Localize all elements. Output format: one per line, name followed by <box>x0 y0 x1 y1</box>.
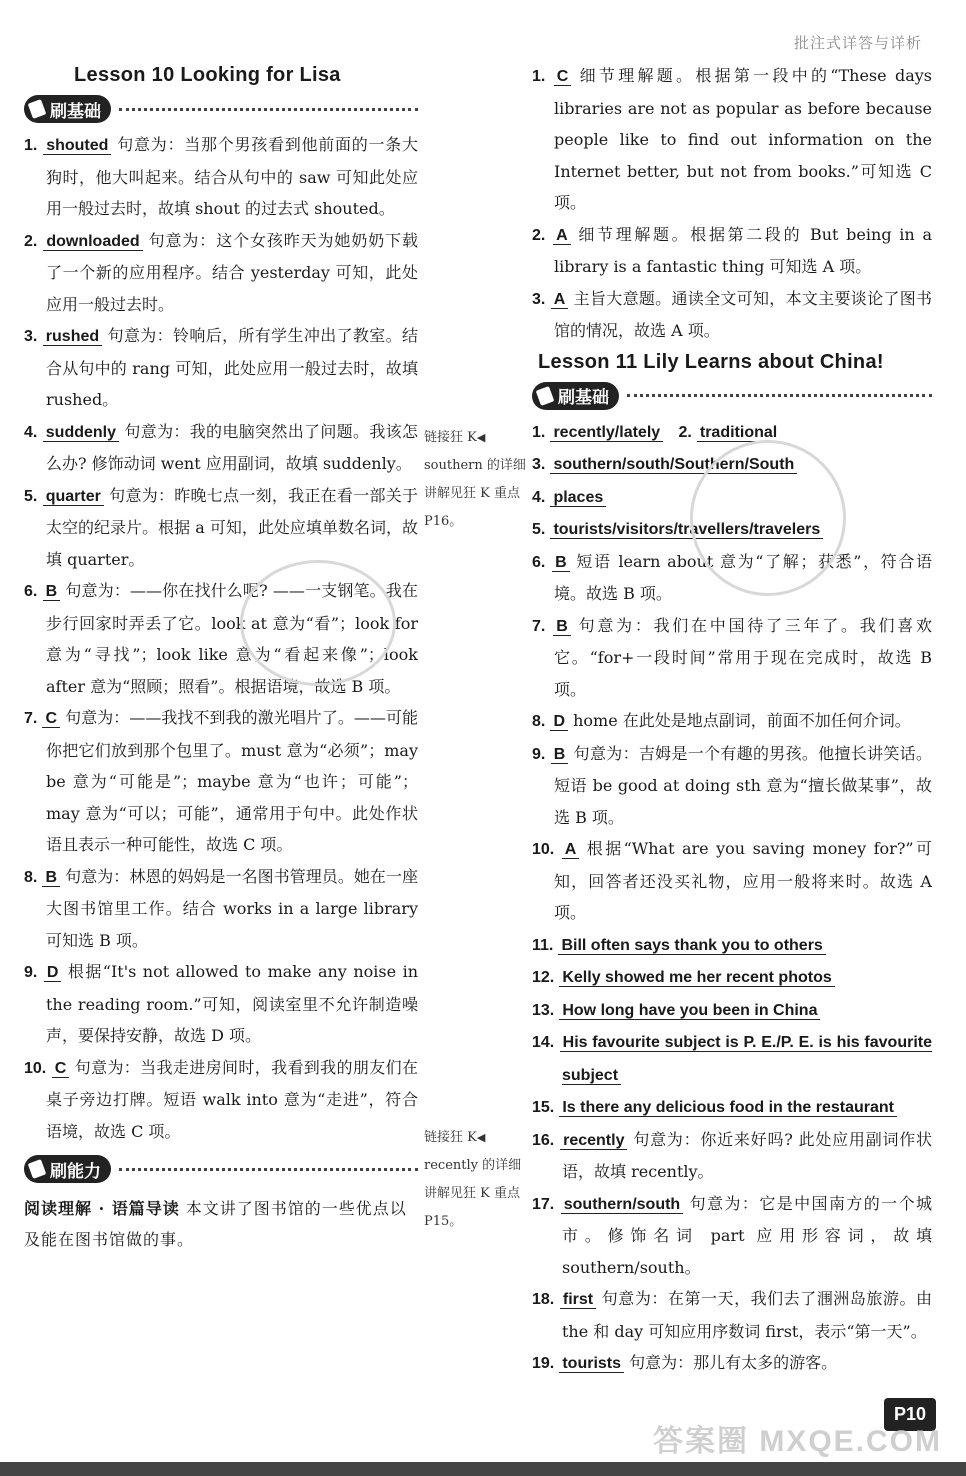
reading-text: 本文讲了图书馆的一些优点以及能在图书馆做的事。 <box>24 1199 407 1249</box>
answer-item <box>532 961 932 994</box>
item-explanation: 句意为：吉姆是一个有趣的男孩。他擅长讲笑话。短语 be good at doing sth 意为“擅长做某事”，故选 B 项。 <box>554 743 932 827</box>
item-number: 3. <box>532 456 546 473</box>
banner-badge: 刷能力 <box>24 1155 111 1183</box>
side-note-recently <box>424 1124 530 1236</box>
answer-item <box>24 702 418 861</box>
item-explanation: 句意为：它是中国南方的一个城市。修饰名词 part 应用形容词，故填 southern/south。 <box>562 1193 932 1277</box>
dotted-divider <box>627 394 932 397</box>
item-explanation: 细节理解题。根据第一段中的“These days libraries are not as popular as before because people like to find out information on the Internet better, but not from books.”可知选 C 项。 <box>554 66 932 212</box>
side-note-body: southern 的详细讲解见狂 K 重点 P16。 <box>424 458 526 529</box>
item-answer: A <box>553 227 571 245</box>
item-explanation: 句意为：在第一天，我们去了涠洲岛旅游。由 the 和 day 可知应用序数词 first，表示“第一天”。 <box>562 1289 933 1341</box>
item-answer: C <box>554 68 572 86</box>
item-answer: A <box>562 841 580 859</box>
section-banner-basics <box>532 380 932 412</box>
item-number: 10. <box>532 841 555 858</box>
item-answer: A <box>551 291 569 309</box>
item-number: 1. <box>24 137 38 154</box>
item-answer: southern/south/Southern/South <box>550 456 797 474</box>
item-number: 1. <box>532 68 546 85</box>
choice-answer-list <box>532 546 932 929</box>
answer-item <box>532 1283 932 1347</box>
answer-item <box>24 956 418 1052</box>
item-explanation: 句意为：这个女孩昨天为她奶奶下载了一个新的应用程序。结合 yesterday 可知，此处应用一般过去时。 <box>46 230 418 314</box>
item-number: 14. <box>532 1034 555 1051</box>
item-number: 2. <box>24 232 38 250</box>
banner-badge: 刷基础 <box>532 382 619 410</box>
reading-label: 阅读理解 · 语篇导读 <box>24 1199 180 1218</box>
watermark-stamp <box>690 440 846 596</box>
answer-item <box>24 225 418 321</box>
lesson-10-title: Lesson 10 Looking for Lisa <box>74 64 341 86</box>
arrow-left-icon: ◀ <box>476 431 486 444</box>
section-banner-basics <box>24 93 418 125</box>
sentence-answer-list <box>532 929 932 1124</box>
item-number: 3. <box>532 290 546 308</box>
side-note-body: recently 的详细讲解见狂 K 重点 P15。 <box>424 1158 522 1229</box>
fill-answer-list <box>532 1124 932 1380</box>
dotted-divider <box>119 1168 418 1171</box>
answer-item <box>24 480 418 576</box>
answer-item <box>532 738 932 834</box>
bottom-bar <box>0 1462 966 1476</box>
item-number: 16. <box>532 1131 555 1149</box>
item-explanation: 句意为：铃响后，所有学生冲出了教室。结合从句中的 rang 可知，此处应用一般过去时，故填 rushed。 <box>46 326 418 409</box>
item-number: 8. <box>24 868 38 886</box>
banner-badge: 刷基础 <box>24 95 111 123</box>
reading-intro <box>24 1193 418 1255</box>
item-answer: first <box>560 1291 596 1309</box>
answer-item <box>532 705 932 738</box>
item-answer: shouted <box>43 137 111 155</box>
item-answer: B <box>551 746 569 764</box>
item-explanation: 句意为：——你在找什么呢? ——一支钢笔。我在步行回家时弄丢了它。look at 意为“看”；look for 意为“寻找”；look like 意为“看起来像”；look after 意为“照顾；照看”。根据语境，故选 B 项。 <box>46 581 418 696</box>
item-explanation: 短语 learn about 意为“了解；获悉”，符合语境。故选 B 项。 <box>554 551 932 603</box>
item-explanation: 句意为：我的电脑突然出了问题。我该怎么办? 修饰动词 went 应用副词，故填 suddenly。 <box>46 421 418 473</box>
item-answer: places <box>550 489 606 507</box>
item-answer: D <box>44 964 62 982</box>
answer-item <box>24 129 418 225</box>
item-number: 13. <box>532 1001 555 1019</box>
item-explanation: 句意为：昨晚七点一刻，我正在看一部关于太空的纪录片。根据 a 可知，此处应填单数名词，故填 quarter。 <box>46 485 418 569</box>
item-explanation: 句意为：林恩的妈妈是一名图书管理员。她在一座大图书馆里工作。结合 works in a large library 可知选 B 项。 <box>46 866 419 950</box>
item-answer: Is there any delicious food in the restaurant <box>559 1099 897 1117</box>
item-number: 19. <box>532 1355 555 1372</box>
answer-item <box>532 833 932 929</box>
answer-item <box>24 1052 418 1148</box>
item-answer: quarter <box>43 488 104 506</box>
item-number: 12. <box>532 969 555 986</box>
item-number: 18. <box>532 1291 555 1308</box>
item-answer: tourists <box>559 1355 624 1373</box>
item-number: 15. <box>532 1099 555 1116</box>
item-answer: B <box>553 618 571 636</box>
item-explanation: 根据“What are you saving money for?”可知，回答者还没买礼物，应用一般将来时。故选 A 项。 <box>554 839 932 922</box>
item-answer: C <box>42 710 60 728</box>
item-number: 3. <box>24 328 38 345</box>
watermark-text: 答案圈 MXQE.COM <box>652 1425 942 1458</box>
answer-item <box>532 929 932 962</box>
page-header-label: 批注式详答与详析 <box>793 34 922 52</box>
item-number: 9. <box>532 745 546 763</box>
answer-item <box>532 1124 932 1188</box>
item-explanation: 主旨大意题。通读全文可知，本文主要谈论了图书馆的情况，故选 A 项。 <box>554 288 932 340</box>
book-icon <box>28 1159 47 1179</box>
answer-item <box>532 1026 932 1091</box>
side-note-title: 链接狂 K <box>424 430 477 445</box>
lesson-11-title: Lesson 11 Lily Learns about China! <box>538 350 884 373</box>
item-number: 4. <box>24 423 38 441</box>
watermark-stamp <box>240 560 396 686</box>
item-explanation: 句意为：当我走进房间时，我看到我的朋友们在桌子旁边打牌。短语 walk into 意为“走进”，符合语境，故选 C 项。 <box>46 1057 418 1141</box>
item-number: 2. <box>532 226 546 244</box>
section-banner-ability <box>24 1153 418 1185</box>
answer-item <box>532 1091 932 1124</box>
item-answer: His favourite subject is P. E./P. E. is his favourite subject <box>560 1034 932 1085</box>
item-answer: suddenly <box>43 424 119 442</box>
answer-item <box>24 861 418 957</box>
item-answer: Kelly showed me her recent photos <box>559 969 834 987</box>
item-answer: Bill often says thank you to others <box>558 937 825 955</box>
item-number: 9. <box>24 964 38 981</box>
item-explanation: 根据“It's not allowed to make any noise in the reading room.”可知，阅读室里不允许制造噪声，要保持安静，故选 D 项。 <box>46 962 418 1045</box>
item-number: 4. <box>532 488 546 506</box>
answer-item: 1. recently/lately 2. traditional <box>532 416 932 449</box>
item-number: 5. <box>532 521 546 538</box>
side-note-title: 链接狂 K <box>424 1130 477 1145</box>
item-answer: B <box>552 554 570 572</box>
item-answer: C <box>52 1060 70 1078</box>
item-answer: recently <box>560 1132 627 1150</box>
right-column <box>532 60 932 1380</box>
item-answer: rushed <box>43 328 102 346</box>
answer-item <box>532 610 932 706</box>
arrow-left-icon: ◀ <box>476 1131 486 1144</box>
answer-item <box>24 320 418 416</box>
item-answer: tourists/visitors/travellers/travelers <box>550 521 823 539</box>
answer-item <box>532 1347 932 1380</box>
book-icon <box>28 99 47 119</box>
dotted-divider <box>119 108 418 111</box>
item-number: 8. <box>532 713 546 730</box>
answer-item <box>532 219 932 283</box>
item-answer: downloaded <box>43 233 142 251</box>
book-icon <box>536 386 555 406</box>
item-number: 6. <box>532 553 546 571</box>
item-explanation: 细节理解题。根据第二段的 But being in a library is a fantastic thing 可知选 A 项。 <box>554 224 932 276</box>
item-explanation: 句意为：我们在中国待了三年了。我们喜欢它。“for+一段时间”常用于现在完成时，故选 B 项。 <box>554 615 932 699</box>
item-answer: B <box>42 869 60 887</box>
item-number: 5. <box>24 487 38 505</box>
answer-item <box>532 60 932 219</box>
item-number: 17. <box>532 1195 555 1213</box>
item-explanation: 句意为：那儿有太多的游客。 <box>624 1353 838 1372</box>
item-answer: How long have you been in China <box>559 1002 820 1020</box>
item-explanation: 句意为：——我找不到我的激光唱片了。——可能你把它们放到那个包里了。must 意为“必须”；may be 意为“可能是”；maybe 意为“也许；可能”；may 意为“可以；可能”，通常用于句中。此处作状语且表示一种可能性，故选 C 项。 <box>46 708 418 854</box>
item-number: 7. <box>532 617 546 635</box>
item-number: 7. <box>24 710 38 727</box>
page-number: P10 <box>884 1398 936 1431</box>
item-answer: B <box>43 583 61 601</box>
answer-item <box>24 416 418 480</box>
item-answer: southern/south <box>561 1196 683 1214</box>
item-explanation: home 在此处是地点副词，前面不加任何介词。 <box>568 711 911 730</box>
item-answer: D <box>550 713 568 731</box>
item-explanation: 句意为：你近来好吗? 此处应用副词作状语，故填 recently。 <box>562 1129 932 1181</box>
answer-item <box>532 1188 932 1284</box>
item-explanation: 句意为：当那个男孩看到他前面的一条大狗时，他大叫起来。结合从句中的 saw 可知此处应用一般过去时，故填 shout 的过去式 shouted。 <box>46 135 418 218</box>
reading-answer-list <box>532 60 932 347</box>
answer-item <box>532 994 932 1027</box>
answer-item <box>532 283 932 347</box>
item-number: 6. <box>24 583 38 600</box>
item-number: 11. <box>532 936 554 954</box>
side-note-southern <box>424 424 530 536</box>
item-number: 10. <box>24 1059 47 1077</box>
